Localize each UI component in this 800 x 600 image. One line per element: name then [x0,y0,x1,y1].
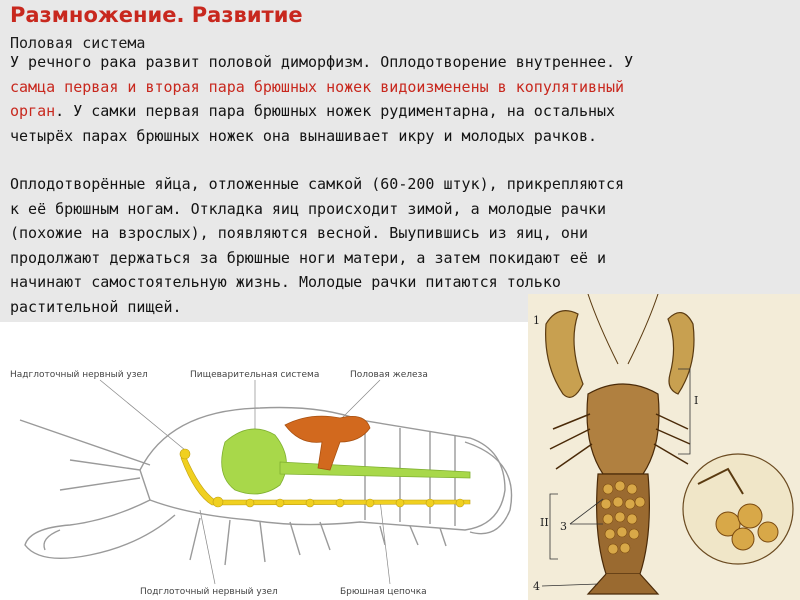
para1-line2-highlight: самца первая и вторая пара брюшных ножек видоизменены в копулятивный [10,77,625,96]
para1-line3-rest: . У самки первая пара брюшных ножек рудиментарна, на остальных [55,102,616,120]
para2-line3: (похожие на взрослых), появляются весной. Выупившись из яиц, они [10,224,588,242]
crayfish-anatomy-diagram [0,350,522,600]
para2-line5: начинают самостоятельную жизнь. Молодые рачки питаются только [10,273,561,291]
label-supraesophageal-ganglion: Надглоточный нервный узел [10,370,148,380]
marker-I: I [694,394,699,407]
label-digestive-system: Пищеварительная система [190,370,320,380]
label-subesophageal-ganglion: Подглоточный нервный узел [140,587,278,597]
para2-line1: Оплодотворённые яйца, отложенные самкой (60-200 штук), прикрепляются [10,175,625,193]
para1-line3-highlight: орган [10,102,56,120]
para1-line1: У речного рака развит половой диморфизм. Оплодотворение внутреннее. У [10,53,634,71]
marker-II: II [540,516,549,529]
para2-line2: к её брюшным ногам. Откладка яиц происходит зимой, а молодые рачки [10,199,607,218]
slide-title: Размножение. Развитие [10,3,303,27]
female-crayfish-illustration [528,294,800,600]
marker-1: 1 [533,314,540,327]
para2-line4: продолжают держаться за брюшные ноги матери, а затем покидают её и [10,248,607,267]
label-gonad: Половая железа [350,370,428,380]
inset-magnified-eggs [683,454,793,564]
marker-4: 4 [533,580,540,593]
para1-line4: четырёх парах брюшных ножек она вынашивает икру и молодых рачков. [10,126,597,145]
marker-3: 3 [560,520,567,533]
label-ventral-nerve-chain: Брюшная цепочка [340,587,427,597]
para2-line6: растительной пищей. [10,297,182,316]
crayfish-cephalothorax [587,384,659,474]
section-subtitle: Половая система [10,34,146,52]
paragraph-reproduction [10,50,633,148]
